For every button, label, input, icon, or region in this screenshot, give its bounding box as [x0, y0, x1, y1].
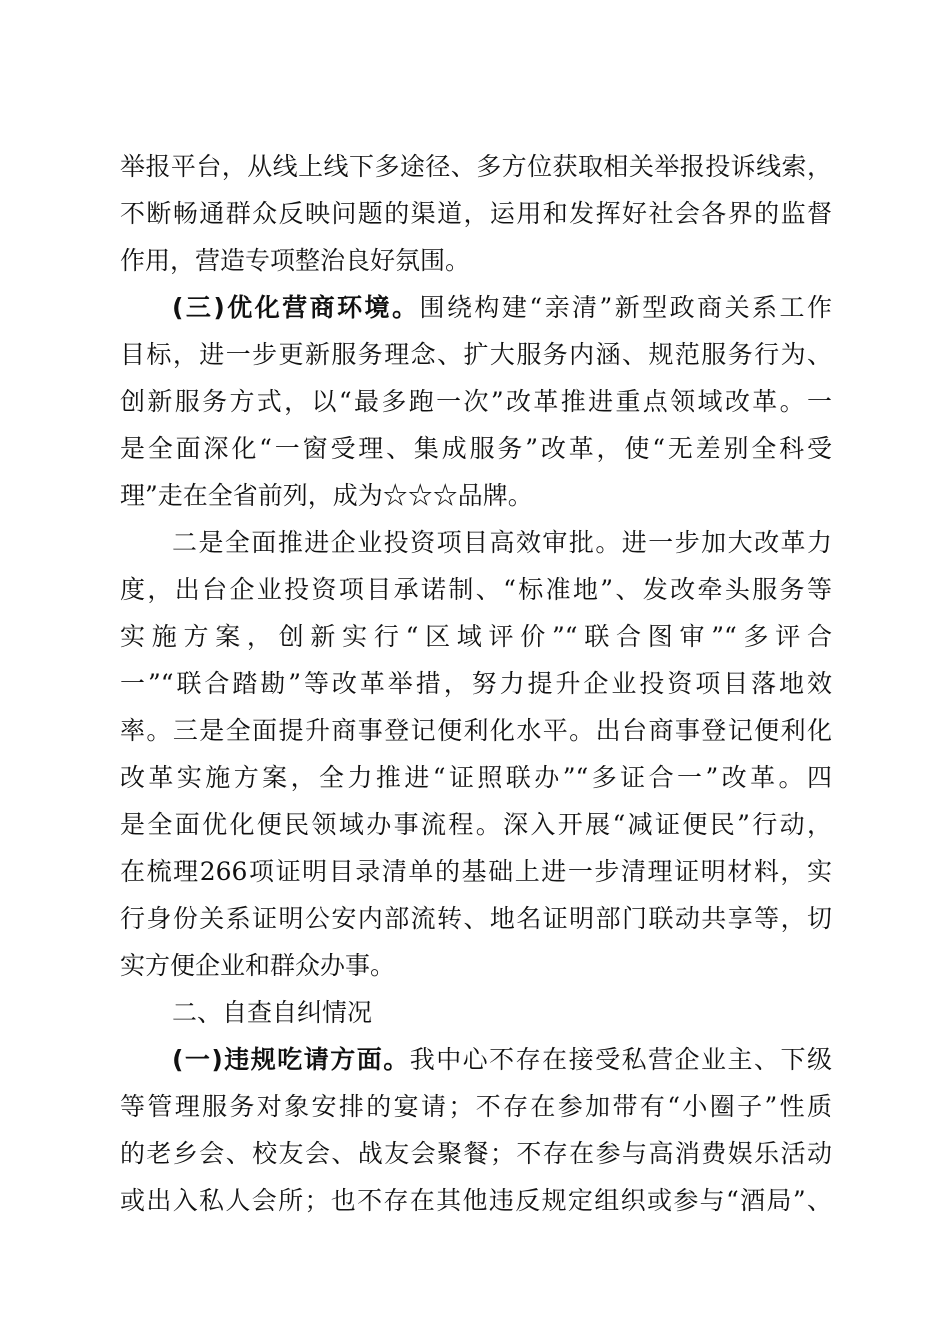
- paragraph-line: 实方便企业和群众办事。: [120, 951, 396, 980]
- paragraph-line: 在梳理266项证明目录清单的基础上进一步清理证明材料，实: [120, 857, 832, 886]
- paragraph-line: 改革实施方案，全力推进“证照联办”“多证合一”改革。四: [120, 763, 832, 792]
- paragraph-line: 作用，营造专项整治良好氛围。: [120, 246, 471, 275]
- paragraph-text: 我中心不存在接受私营企业主、下级: [409, 1045, 832, 1074]
- section-lead-heading: (三)优化营商环境。: [172, 293, 420, 322]
- paragraph-line: 创新服务方式，以“最多跑一次”改革推进重点领域改革。一: [120, 387, 832, 416]
- paragraph-line: 举报平台，从线上线下多途径、多方位获取相关举报投诉线索，: [120, 152, 832, 181]
- paragraph-line: 理”走在全省前列，成为☆☆☆品牌。: [120, 481, 533, 510]
- paragraph-line: 行身份关系证明公安内部流转、地名证明部门联动共享等，切: [120, 904, 832, 933]
- paragraph-first-line: 二是全面推进企业投资项目高效审批。进一步加大改革力: [172, 528, 832, 557]
- paragraph-line: 一”“联合踏勘”等改革举措，努力提升企业投资项目落地效: [120, 669, 832, 698]
- paragraph-line: 率。三是全面提升商事登记便利化水平。出台商事登记便利化: [120, 716, 832, 745]
- section-heading: 二、自查自纠情况: [172, 998, 373, 1027]
- section-lead-heading: (一)违规吃请方面。: [172, 1045, 410, 1074]
- paragraph-line: 目标，进一步更新服务理念、扩大服务内涵、规范服务行为、: [120, 340, 832, 369]
- paragraph-line: 或出入私人会所；也不存在其他违反规定组织或参与“酒局”、: [120, 1186, 832, 1215]
- paragraph-first-line: [172, 293, 832, 323]
- paragraph-line: 是全面深化“一窗受理、集成服务”改革，使“无差别全科受: [120, 434, 832, 463]
- paragraph-line: 等管理服务对象安排的宴请；不存在参加带有“小圈子”性质: [120, 1092, 832, 1121]
- paragraph-line: 度，出台企业投资项目承诺制、“标准地”、发改牵头服务等: [120, 575, 832, 604]
- paragraph-line: 实施方案，创新实行“区域评价”“联合图审”“多评合: [120, 622, 832, 651]
- paragraph-text: 围绕构建“亲清”新型政商关系工作: [419, 293, 832, 322]
- paragraph-first-line: [172, 1045, 832, 1075]
- paragraph-line: 的老乡会、校友会、战友会聚餐；不存在参与高消费娱乐活动: [120, 1139, 832, 1168]
- paragraph-line: 是全面优化便民领域办事流程。深入开展“减证便民”行动，: [120, 810, 832, 839]
- paragraph-line: 不断畅通群众反映问题的渠道，运用和发挥好社会各界的监督: [120, 199, 832, 228]
